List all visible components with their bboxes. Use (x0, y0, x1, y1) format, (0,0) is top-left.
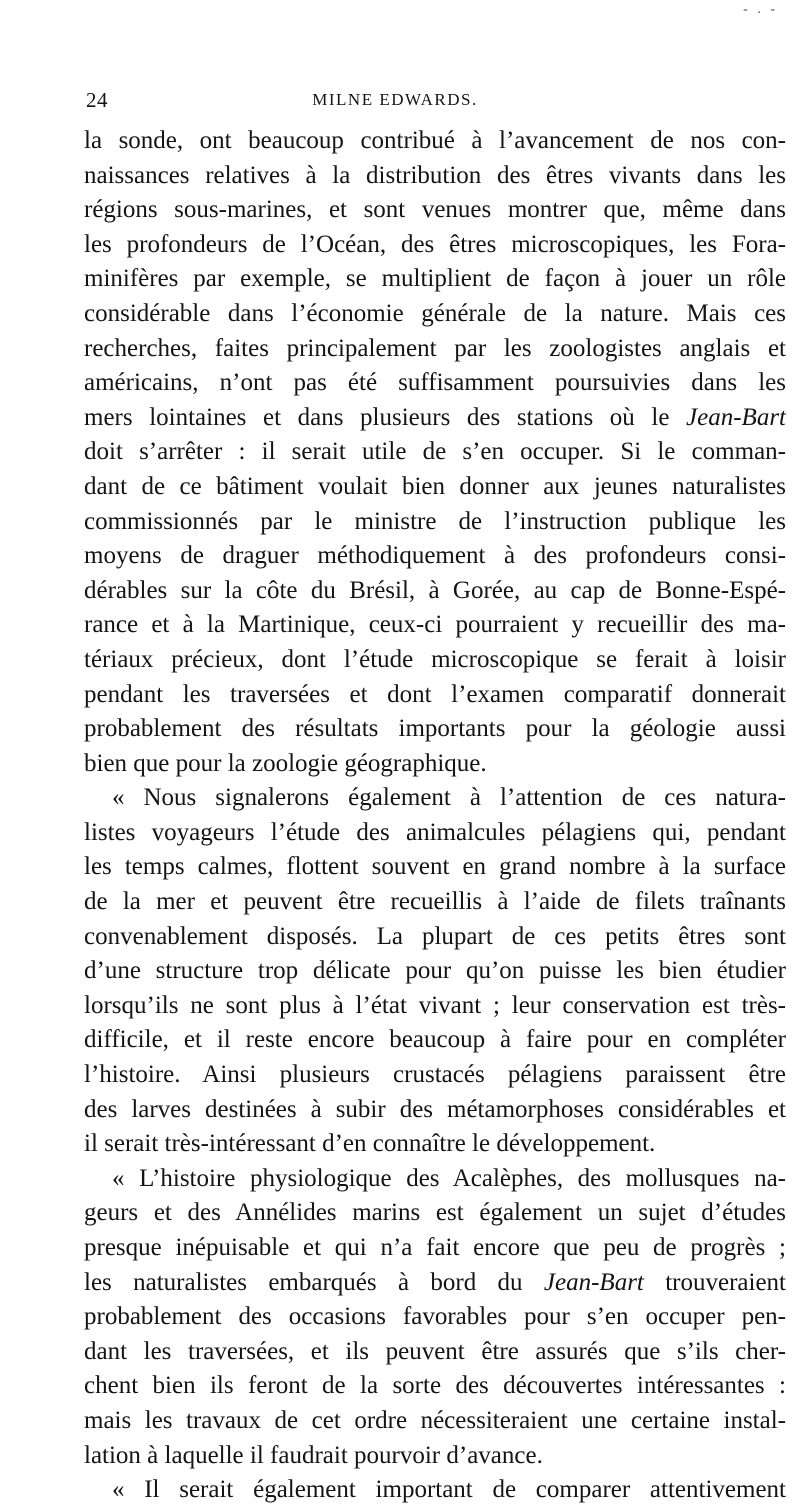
text-line: considérable dans l’économie générale de la nature. Mais ces (84, 299, 786, 327)
text-line: difficile, et il reste encore beaucoup à faire pour en compléter (84, 1026, 786, 1054)
text-line: les profondeurs de l’Océan, des êtres microscopiques, les Fora- (84, 230, 786, 258)
page-number: 24 (86, 88, 108, 112)
ship-name: Jean-Bart (686, 403, 786, 431)
text-line: mers lointaines et dans plusieurs des stations où le Jean-Bart (84, 403, 786, 431)
text-line: les naturalistes embarqués à bord du Jean-Bart trouveraient (84, 1268, 786, 1296)
text-line: les temps calmes, flottent souvent en grand nombre à la surface (84, 853, 786, 881)
text-line: américains, n’ont pas été suffisamment poursuivies dans les (84, 369, 786, 397)
text-line: lorsqu’ils ne sont plus à l’état vivant ; leur conservation est très- (84, 991, 786, 1019)
page-header (86, 88, 704, 122)
paragraph-end-line: lation à laquelle il faudrait pourvoir d’avance. (84, 1441, 543, 1469)
text-line: rance et à la Martinique, ceux-ci pourraient y recueillir des ma- (84, 611, 786, 639)
text-line: recherches, faites principalement par les zoologistes anglais et (84, 334, 786, 362)
text-line: d’une structure trop délicate pour qu’on puisse les bien étudier (84, 957, 786, 985)
text-line: l’histoire. Ainsi plusieurs crustacés pélagiens paraissent être (84, 1061, 786, 1089)
text-line: presque inépuisable et qui n’a fait encore que peu de progrès ; (84, 1234, 786, 1261)
text-line: dant de ce bâtiment voulait bien donner aux jeunes naturalistes (84, 472, 786, 500)
corner-mark: - . - (743, 2, 778, 17)
text-line: doit s’arrêter : il serait utile de s’en occuper. Si le comman- (84, 438, 786, 466)
text-line: geurs et des Annélides marins est également un sujet d’études (84, 1199, 786, 1227)
body-text (84, 124, 786, 1508)
text-line: convenablement disposés. La plupart de ces petits êtres sont (84, 922, 786, 950)
text-line: pendant les traversées et dont l’examen comparatif donnerait (84, 680, 786, 708)
paragraph-end-line: bien que pour la zoologie géographique. (84, 749, 487, 777)
text-line: tériaux précieux, dont l’étude microscopique se ferait à loisir (84, 645, 786, 673)
text-line: mais les travaux de cet ordre nécessiteraient une certaine instal- (84, 1406, 786, 1434)
text-line: des larves destinées à subir des métamorphoses considérables et (84, 1095, 786, 1123)
ship-name: Jean-Bart (543, 1268, 644, 1296)
text-line: dérables sur la côte du Brésil, à Gorée, au cap de Bonne-Espé- (84, 576, 786, 604)
paragraph-start-line: « Il serait également important de comparer attentivement (112, 1476, 786, 1504)
text-line: probablement des occasions favorables pour s’en occuper pen- (84, 1303, 786, 1331)
text-line: régions sous-marines, et sont venues montrer que, même dans (84, 196, 786, 224)
text-line: la sonde, ont beaucoup contribué à l’avancement de nos con- (84, 127, 786, 154)
text-line: moyens de draguer méthodiquement à des profondeurs consi- (84, 542, 786, 570)
paragraph-start-line: « L’histoire physiologique des Acalèphes, des mollusques na- (112, 1164, 786, 1192)
running-head: MILNE EDWARDS. (312, 90, 478, 109)
text-line: de la mer et peuvent être recueillis à l’aide de filets traînants (84, 888, 786, 916)
text-line: minifères par exemple, se multiplient de façon à jouer un rôle (84, 265, 786, 293)
text-line: dant les traversées, et ils peuvent être assurés que s’ils cher- (84, 1337, 786, 1365)
paragraph-end-line: il serait très-intéressant d’en connaître le développement. (84, 1130, 656, 1158)
text-line: naissances relatives à la distribution des êtres vivants dans les (84, 161, 786, 189)
paragraph-start-line: « Nous signalerons également à l’attention de ces natura- (112, 784, 786, 812)
text-line: probablement des résultats importants pour la géologie aussi (84, 715, 786, 743)
text-line: chent bien ils feront de la sorte des découvertes intéressantes : (84, 1372, 786, 1400)
text-line: listes voyageurs l’étude des animalcules pélagiens qui, pendant (84, 818, 786, 846)
text-line: commissionnés par le ministre de l’instruction publique les (84, 507, 786, 535)
